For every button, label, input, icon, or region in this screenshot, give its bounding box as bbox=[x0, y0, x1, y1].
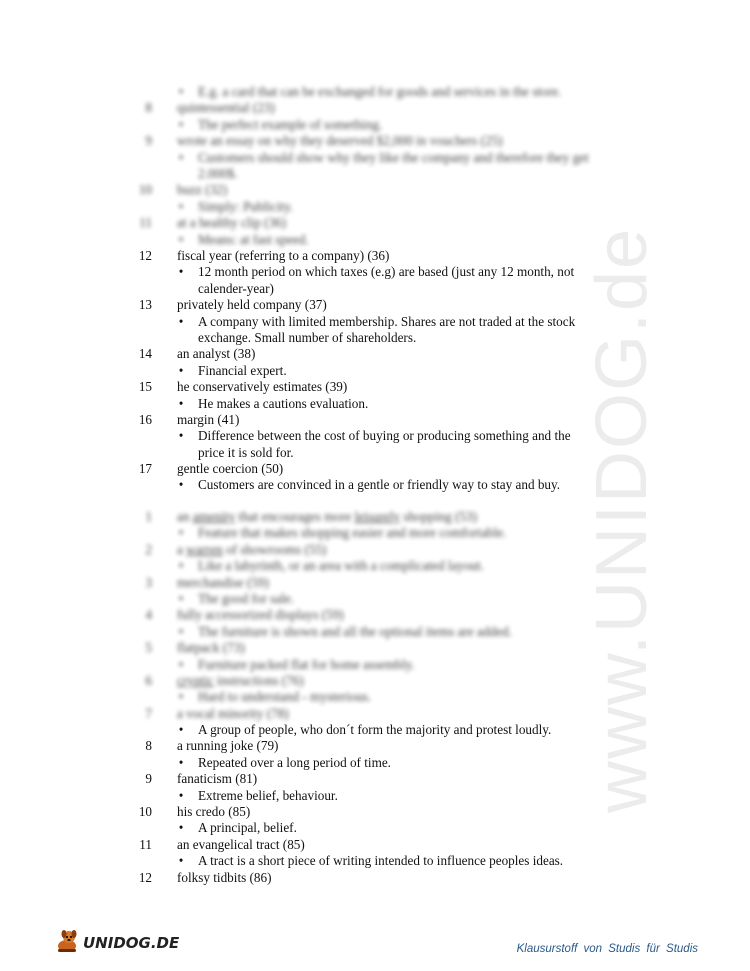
definition-continuation bbox=[0, 445, 750, 461]
term-entry bbox=[0, 673, 750, 689]
definition-text: A company with limited membership. Shares are not traded at the stock bbox=[198, 313, 576, 329]
definition-text: Repeated over a long period of time. bbox=[198, 754, 391, 770]
bullet-icon: • bbox=[178, 689, 184, 705]
term-entry bbox=[0, 804, 750, 820]
definition-item bbox=[0, 853, 750, 869]
entry-number: 10 bbox=[138, 182, 152, 198]
entry-number: 1 bbox=[145, 509, 152, 524]
entry-number: 12 bbox=[138, 869, 152, 885]
term-text: his credo (85) bbox=[177, 803, 251, 819]
definition-item bbox=[0, 428, 750, 444]
term-entry bbox=[0, 215, 750, 231]
definition-text: exchange. Small number of shareholders. bbox=[198, 329, 417, 345]
bullet-icon: • bbox=[178, 198, 184, 214]
bullet-icon: • bbox=[178, 722, 184, 737]
bullet-icon: • bbox=[178, 395, 184, 411]
definition-item bbox=[0, 755, 750, 771]
definition-text: The furniture is shown and all the optional items are added. bbox=[198, 623, 512, 639]
logo-text: UNIDOG.DE bbox=[83, 934, 180, 952]
term-entry bbox=[0, 771, 750, 787]
definition-text: The perfect example of something. bbox=[198, 116, 383, 132]
entry-number: 17 bbox=[138, 461, 152, 477]
definition-item bbox=[0, 558, 750, 574]
definition-continuation bbox=[0, 166, 750, 182]
term-part: a bbox=[177, 541, 187, 557]
definition-item bbox=[0, 657, 750, 673]
term-part: leisurely bbox=[354, 509, 401, 524]
definition-item bbox=[0, 477, 750, 493]
term-entry bbox=[0, 542, 750, 558]
term-entry bbox=[0, 346, 750, 362]
term-part: that encourages more bbox=[235, 509, 355, 524]
entry-number: 9 bbox=[145, 771, 152, 787]
bullet-icon: • bbox=[178, 313, 184, 329]
term-text: a running joke (79) bbox=[177, 738, 279, 754]
definition-text: Feature that makes shopping easier and more comfortable. bbox=[198, 525, 507, 541]
term-entry bbox=[0, 575, 750, 591]
bullet-icon: • bbox=[178, 477, 184, 493]
definition-text: Customers should show why they like the company and therefore they get bbox=[198, 149, 589, 165]
definition-text: Simply: Publicity. bbox=[198, 198, 294, 214]
definition-text: Furniture packed flat for home assembly. bbox=[198, 656, 415, 672]
bullet-icon: • bbox=[178, 231, 184, 247]
definition-text: Difference between the cost of buying or producing something and the bbox=[198, 428, 571, 444]
term-part: amenity bbox=[192, 509, 236, 524]
term-text: flatpack (73) bbox=[177, 640, 245, 656]
term-text: folksy tidbits (86) bbox=[177, 869, 272, 885]
entry-number: 13 bbox=[138, 297, 152, 313]
term-text: at a healthy clip (36) bbox=[177, 215, 287, 231]
entry-number: 14 bbox=[138, 346, 152, 362]
entry-number: 5 bbox=[145, 640, 152, 656]
term-entry bbox=[0, 607, 750, 623]
term-entry bbox=[0, 248, 750, 264]
definition-text: Means: at fast speed. bbox=[198, 231, 309, 247]
definition-item bbox=[0, 264, 750, 280]
bullet-icon: • bbox=[178, 853, 184, 869]
term-text: fiscal year (referring to a company) (36) bbox=[177, 248, 390, 263]
definition-item bbox=[0, 363, 750, 379]
term-text: margin (41) bbox=[177, 411, 240, 427]
definition-text: A principal, belief. bbox=[198, 820, 297, 836]
term-entry bbox=[0, 461, 750, 477]
definition-item bbox=[0, 591, 750, 607]
definition-text: A group of people, who don´t form the majority and protest loudly. bbox=[198, 722, 552, 737]
term-entry bbox=[0, 706, 750, 722]
definition-text: 2.000$. bbox=[198, 165, 238, 181]
entry-number: 10 bbox=[138, 803, 152, 819]
entry-number: 6 bbox=[145, 672, 152, 688]
term-text: quintessential (23) bbox=[177, 100, 275, 116]
term-text: fanaticism (81) bbox=[177, 771, 258, 787]
entry-number: 11 bbox=[139, 836, 152, 852]
definition-item bbox=[0, 624, 750, 640]
definition-text: He makes a cautions evaluation. bbox=[198, 395, 369, 411]
term-entry bbox=[0, 100, 750, 116]
bullet-icon: • bbox=[178, 820, 184, 836]
term-entry bbox=[0, 738, 750, 754]
entry-number: 11 bbox=[139, 215, 152, 231]
term-entry bbox=[0, 509, 750, 525]
bullet-icon: • bbox=[178, 656, 184, 672]
entry-number: 8 bbox=[145, 738, 152, 754]
bullet-icon: • bbox=[178, 787, 184, 803]
term-text: a vocal minority (78) bbox=[177, 705, 289, 721]
definition-item bbox=[0, 150, 750, 166]
definition-item bbox=[0, 820, 750, 836]
term-entry bbox=[0, 837, 750, 853]
term-part: cryptic bbox=[177, 672, 214, 688]
term-text: he conservatively estimates (39) bbox=[177, 379, 348, 395]
watermark: www.UNIDOG.de bbox=[582, 226, 662, 814]
term-text bbox=[177, 509, 477, 525]
term-entry bbox=[0, 640, 750, 656]
definition-text: Financial expert. bbox=[198, 362, 287, 378]
definition-item bbox=[0, 788, 750, 804]
term-text: wrote an essay on why they deserved $2,000 in vouchers (25) bbox=[177, 133, 503, 149]
definition-continuation bbox=[0, 281, 750, 297]
term-text: gentle coercion (50) bbox=[177, 461, 284, 477]
blurred-section-middle bbox=[0, 509, 750, 722]
entry-number: 8 bbox=[145, 100, 152, 116]
term-part: warren bbox=[186, 541, 223, 557]
term-text: an evangelical tract (85) bbox=[177, 836, 305, 852]
definition-text: Hard to understand - mysterious. bbox=[198, 689, 372, 705]
definition-item bbox=[0, 525, 750, 541]
bullet-icon: • bbox=[178, 558, 184, 574]
bullet-icon: • bbox=[178, 149, 184, 165]
definition-item bbox=[0, 232, 750, 248]
term-text: privately held company (37) bbox=[177, 297, 327, 313]
bullet-icon: • bbox=[178, 84, 184, 99]
term-entry bbox=[0, 379, 750, 395]
term-text bbox=[177, 542, 326, 558]
entry-number: 2 bbox=[145, 541, 152, 557]
term-text bbox=[177, 673, 304, 689]
definition-item bbox=[0, 396, 750, 412]
entry-number: 7 bbox=[145, 705, 152, 721]
definition-item bbox=[0, 314, 750, 330]
entry-number: 15 bbox=[138, 379, 152, 395]
definition-text: 12 month period on which taxes (e.g) are based (just any 12 month, not bbox=[198, 264, 575, 280]
term-text: buzz (32) bbox=[177, 182, 228, 198]
definition-item bbox=[0, 84, 750, 100]
definition-item bbox=[0, 199, 750, 215]
definition-continuation bbox=[0, 330, 750, 346]
term-entry bbox=[0, 297, 750, 313]
entry-number: 9 bbox=[145, 133, 152, 149]
entry-number: 16 bbox=[138, 411, 152, 427]
bullet-icon: • bbox=[178, 590, 184, 606]
bullet-icon: • bbox=[178, 362, 184, 378]
entry-number: 12 bbox=[138, 248, 152, 263]
definition-item bbox=[0, 689, 750, 705]
definition-text: calender-year) bbox=[198, 280, 274, 296]
bullet-icon: • bbox=[178, 116, 184, 132]
term-text: fully accessorized displays (59) bbox=[177, 607, 344, 623]
bullet-icon: • bbox=[178, 264, 184, 280]
blurred-section-top bbox=[0, 84, 750, 248]
bullet-icon: • bbox=[178, 623, 184, 639]
term-entry bbox=[0, 182, 750, 198]
definition-text: Extreme belief, behaviour. bbox=[198, 787, 338, 803]
definition-text: A tract is a short piece of writing intended to influence peoples ideas. bbox=[198, 853, 564, 869]
definition-item bbox=[0, 722, 750, 738]
term-text: an analyst (38) bbox=[177, 346, 256, 362]
term-part: shopping (53) bbox=[400, 509, 477, 524]
term-part: instructions (76) bbox=[213, 672, 304, 688]
term-entry bbox=[0, 412, 750, 428]
term-text: merchandise (59) bbox=[177, 574, 269, 590]
definition-item bbox=[0, 117, 750, 133]
bullet-icon: • bbox=[178, 525, 184, 541]
definition-text: E.g. a card that can be exchanged for goods and services in the store. bbox=[198, 84, 562, 99]
entry-number: 4 bbox=[145, 607, 152, 623]
definition-text: price it is sold for. bbox=[198, 444, 294, 460]
definition-text: Customers are convinced in a gentle or friendly way to stay and buy. bbox=[198, 477, 561, 493]
term-entry bbox=[0, 133, 750, 149]
footer-tagline: Klausurstoff von Studis für Studis bbox=[516, 943, 698, 955]
bullet-icon: • bbox=[178, 754, 184, 770]
definition-text: The good for sale. bbox=[198, 590, 294, 606]
vocabulary-list-bottom bbox=[0, 722, 750, 886]
bullet-icon: • bbox=[178, 428, 184, 444]
unidog-logo[interactable] bbox=[53, 928, 179, 958]
term-part: an bbox=[177, 509, 193, 524]
dog-mascot-icon bbox=[53, 927, 81, 960]
term-entry bbox=[0, 870, 750, 886]
entry-number: 3 bbox=[145, 574, 152, 590]
vocabulary-list-top bbox=[0, 248, 750, 494]
definition-text: Like a labyrinth, or an area with a complicated layout. bbox=[198, 558, 484, 574]
term-part: of showrooms (55) bbox=[222, 541, 327, 557]
